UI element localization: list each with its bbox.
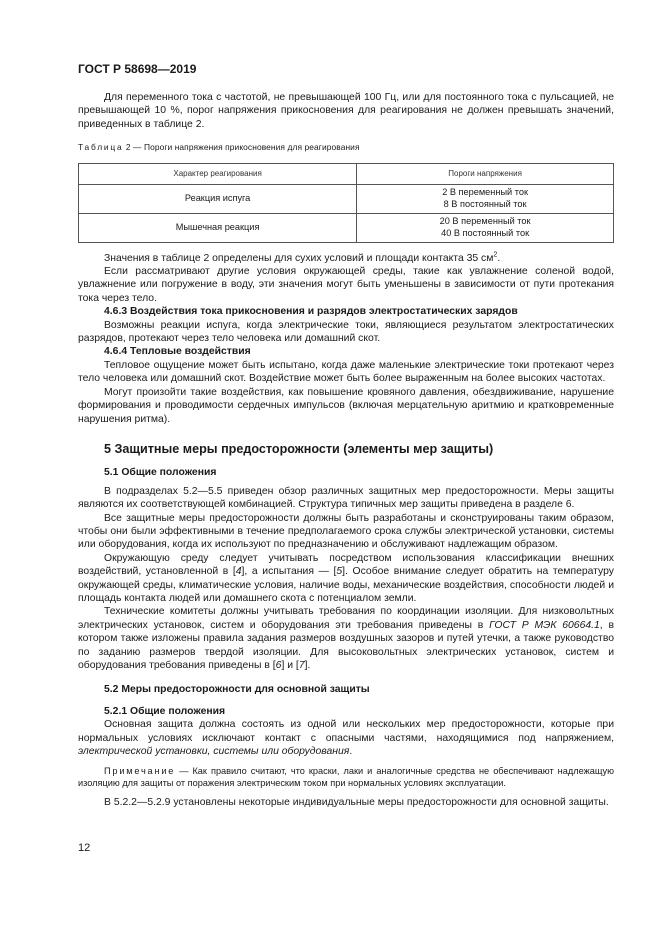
subsection-heading: 4.6.4 Тепловые воздействия — [104, 346, 251, 358]
paragraph: Возможны реакции испуга, когда электрические токи, являющиеся результатом электростатических разрядов, протекают через тело человека или домашний скот. — [78, 319, 614, 345]
paragraph: Основная защита должна состоять из одной или нескольких мер предосторожности, которые при нормальных условиях исключают контакт с опасными частями, находящимися под напряжением, электрической установки, системы или оборудования. — [78, 719, 614, 758]
table-caption-text: 2 — Пороги напряжения прикосновения для реагирования — [123, 142, 360, 153]
reference: 7 — [298, 660, 305, 671]
table-cell-threshold — [357, 184, 614, 213]
table-header-cell: Характер реагирования — [79, 163, 357, 184]
subsection-heading: 5.1 Общие положения — [104, 467, 217, 479]
reference: 4 — [235, 566, 242, 578]
document-body — [78, 91, 614, 810]
subsection-heading: 5.2.1 Общие положения — [104, 705, 226, 717]
paragraph: Все защитные меры предосторожности должны быть разработаны и сконструированы таким образом, чтобы они были эффективными в течение предполагаемого срока службы электрической установки, системы или оборудования, когда их используют по предназначению и обслуживают надлежащим образом. — [78, 512, 614, 551]
reference: 5 — [336, 566, 343, 578]
table-header-row — [79, 163, 614, 184]
table-cell-reaction: Мышечная реакция — [79, 213, 357, 242]
section-heading: 5 Защитные меры предосторожности (элементы мер защиты) — [104, 441, 494, 456]
paragraph: Если рассматривают другие условия окружающей среды, такие как увлажнение соленой водой, увлажнение или погружение в воду, эти значения могут быть уменьшены в зависимости от пути протекания тока через тело. — [78, 266, 614, 304]
table-row — [79, 184, 614, 213]
reference: 6 — [275, 660, 282, 671]
paragraph: Окружающую среду следует учитывать посредством использования классификации внешних воздействий, установленной в [4], а испытания — [5]. Особое внимание следует обратить на температуру окружающей среды, климатические условия, наличие воды, механические воздействия, способности людей и площадь контакта людей или домашнего скота с потенциалом земли. — [78, 552, 614, 604]
threshold-dc: 8 В постоянный ток — [443, 198, 527, 209]
paragraph: Значения в таблице 2 определены для сухих условий и площади контакта 35 $см^2$. — [104, 251, 501, 264]
page-number: 12 — [78, 842, 91, 854]
paragraph: В 5.2.2—5.2.9 установлены некоторые индивидуальные меры предосторожности для основной защиты. — [104, 797, 609, 809]
table-caption-word: Таблица — [78, 142, 124, 153]
paragraph: Тепловое ощущение может быть испытано, когда даже маленькие электрические токи протекают через тело человека или домашний скот. Воздействие может быть более выраженным на более высоких частотах. — [78, 359, 614, 385]
paragraph: Для переменного тока с частотой, не превышающей 100 Гц, или для постоянного тока с пульсацией, не превышающей 10 %, порог напряжения прикосновения для реагирования не должен превышать значений, приведенных в таблице 2. — [78, 92, 614, 130]
thresholds-table — [78, 163, 614, 243]
note — [78, 765, 614, 789]
threshold-dc: 40 В постоянный ток — [441, 227, 530, 238]
document-header: ГОСТ Р 58698—2019 — [78, 62, 197, 76]
paragraph: Могут произойти такие воздействия, как повышение кровяного давления, обездвиживание, нарушение формирования и проводимости сердечных импульсов (включая мерцательную аритмию и кратковременные нарушения ритма). — [78, 386, 614, 425]
standard-reference: ГОСТ Р МЭК 60664.1 — [489, 619, 600, 631]
table-caption — [78, 141, 614, 154]
threshold-ac: 2 В переменный ток — [442, 187, 528, 198]
paragraph: Технические комитеты должны учитывать требования по координации изоляции. Для низковольтных электрических установок, систем и оборудования эти требования приведены в ГОСТ Р МЭК 60664.1, в котором также изложены правила задания размеров воздушных зазоров и путей утечки, а также руководство по заданию размеров твердой изоляции. Для высоковольтных электрических установок, систем и оборудования требования приведены в [6] и [7]. — [78, 606, 614, 671]
table-header-cell: Пороги напряжения — [357, 163, 614, 184]
note-word: Примечание — [104, 766, 176, 777]
subsection-heading: 5.2 Меры предосторожности для основной защиты — [104, 684, 370, 696]
table-row — [79, 213, 614, 242]
threshold-ac: 20 В переменный ток — [439, 216, 531, 227]
table-cell-reaction: Реакция испуга — [79, 184, 357, 213]
table-cell-threshold — [357, 213, 614, 242]
note-text: — Как правило считают, что краски, лаки и аналогичные средства не обеспечивают надлежащую изоляцию для защиты от поражения электрическим током при нормальных условиях эксплуатации. — [78, 766, 614, 789]
subsection-heading: 4.6.3 Воздействия тока прикосновения и разрядов электростатических зарядов — [104, 306, 518, 318]
paragraph: В подразделах 5.2—5.5 приведен обзор различных защитных мер предосторожности. Меры защиты являются их соответствующей комбинацией. Структура типичных мер защиты приведена в разделе 6. — [78, 485, 614, 511]
